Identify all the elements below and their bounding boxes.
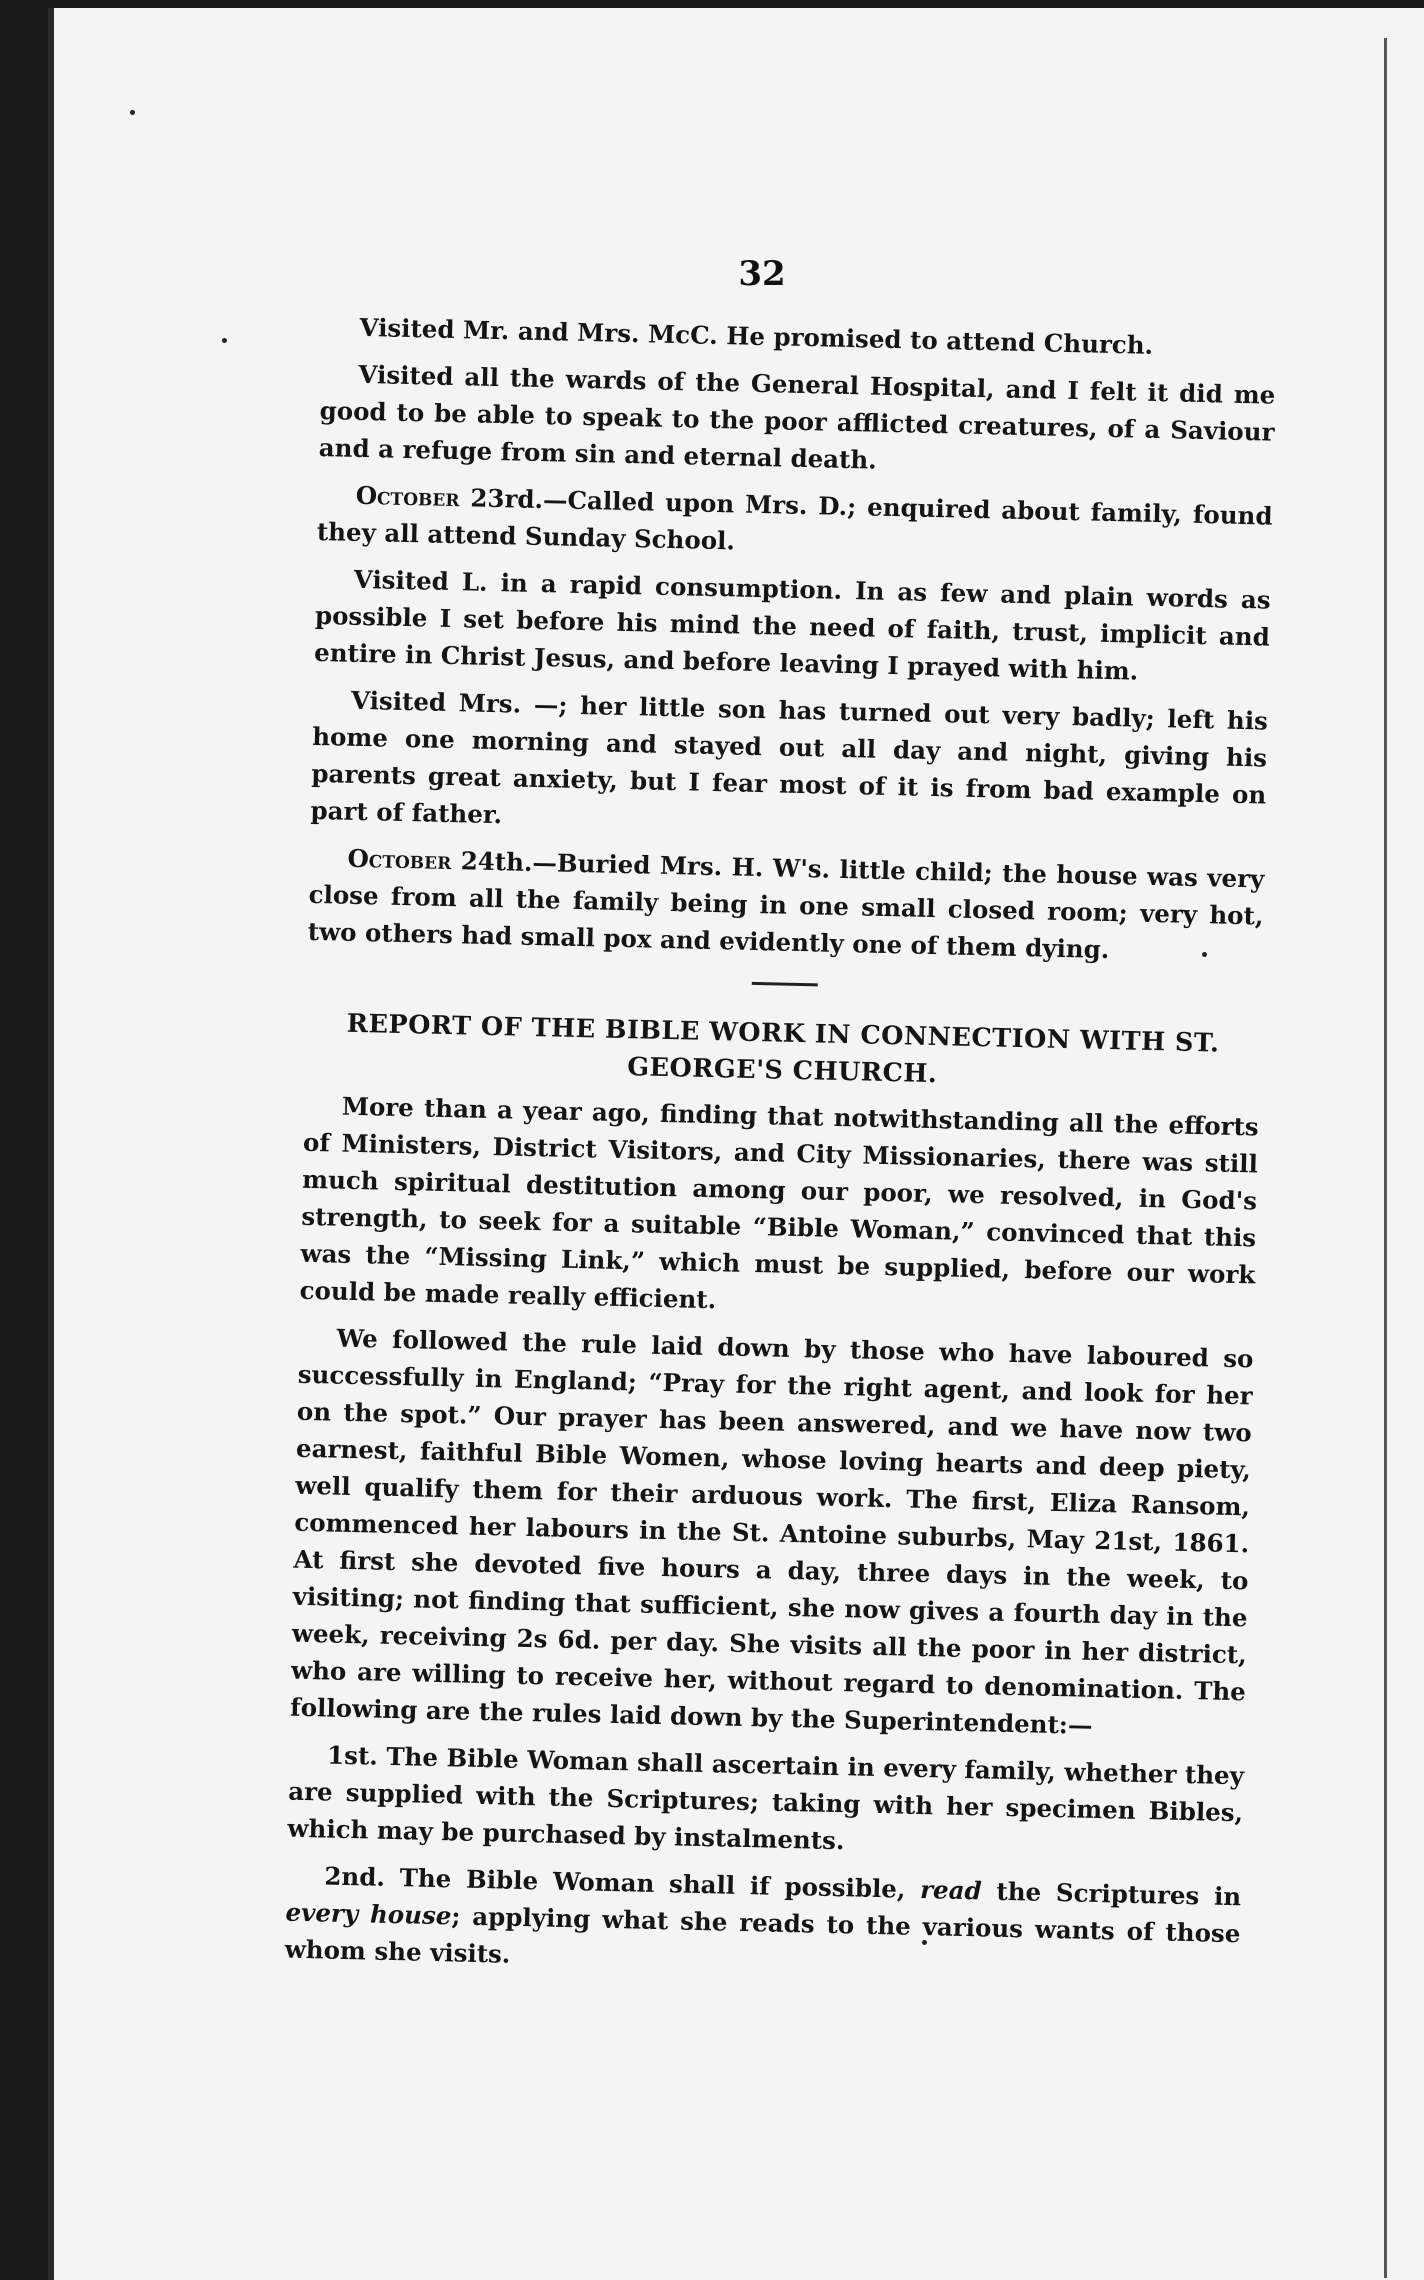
paragraph: 2nd. The Bible Woman shall if possible, read the Scriptures in every house; applying what she reads to the various wants of those whom she visits. [284,1861,1242,1969]
paragraph: Visited all the wards of the General Hospital, and I felt it did me good to be able to speak to the poor afflicted creatures, of a Saviour and a refuge from sin and eternal death. [318,359,1276,475]
page-sheet [48,8,1424,2280]
paragraph: More than a year ago, finding that notwithstanding all the efforts of Ministers, District Visitors, and City Missionaries, there was still much spiritual destitution among our poor, we resolved, in God's strength, to seek for a suitable “Bible Woman,” convinced that this was the “Missing Link,” which must be supplied, before our work could be made really efficient. [299,1091,1259,1315]
binding-edge [1384,38,1387,2278]
emphasis: every house [285,1897,452,1931]
speck [222,338,227,343]
paragraph: Visited Mrs. —; her little son has turned out very badly; left his home one morning and stayed out all day and night, giving his parents great anxiety, but I fear most of it is from bad example on part of father. [310,685,1269,830]
paragraph: Visited Mr. and Mrs. McC. He promised to attend Church. [359,312,1154,360]
section-heading: REPORT OF THE BIBLE WORK IN CONNECTION WITH ST. GEORGE'S CHURCH. [346,1008,1220,1090]
date-label: October [355,480,460,513]
date-label: October [347,843,452,876]
paragraph: Visited L. in a rapid consumption. In as few and plain words as possible I set before his mind the need of faith, trust, implicit and entire in Christ Jesus, and before leaving I prayed with him. [313,564,1271,686]
speck [130,110,135,115]
paragraph: October 24th.—Buried Mrs. H. W's. little child; the house was very close from all the family being in one small closed room; very hot, two others had small pox and evidently one of them dying. [307,843,1265,965]
page-number: 32 [738,254,786,294]
emphasis: read [919,1874,983,1906]
section-divider [751,982,817,986]
paragraph: October 23rd.—Called upon Mrs. D.; enquired about family, found they all attend Sunday School. [316,480,1273,556]
paragraph: We followed the rule laid down by those who have laboured so successfully in England; “Pray for the right agent, and look for her on the spot.” Our prayer has been answered, and we have now two earnest, faithful Bible Women, whose loving hearts and deep piety, well qualify them for their arduous work. The first, Eliza Ransom, commenced her labours in the St. Antoine suburbs, May 21st, 1861. At first she devoted five hours a day, three days in the week, to visiting; not finding that sufficient, she now gives a fourth day in the week, receiving 2s 6d. per day. She visits all the poor in her district, who are willing to receive her, without regard to denomination. The following are the rules laid down by the Superintendent:— [289,1323,1254,1740]
body-text [284,308,1277,1999]
paragraph: 1st. The Bible Woman shall ascertain in every family, whether they are supplied with the Scriptures; taking with her specimen Bibles, which may be purchased by instalments. [287,1740,1245,1856]
